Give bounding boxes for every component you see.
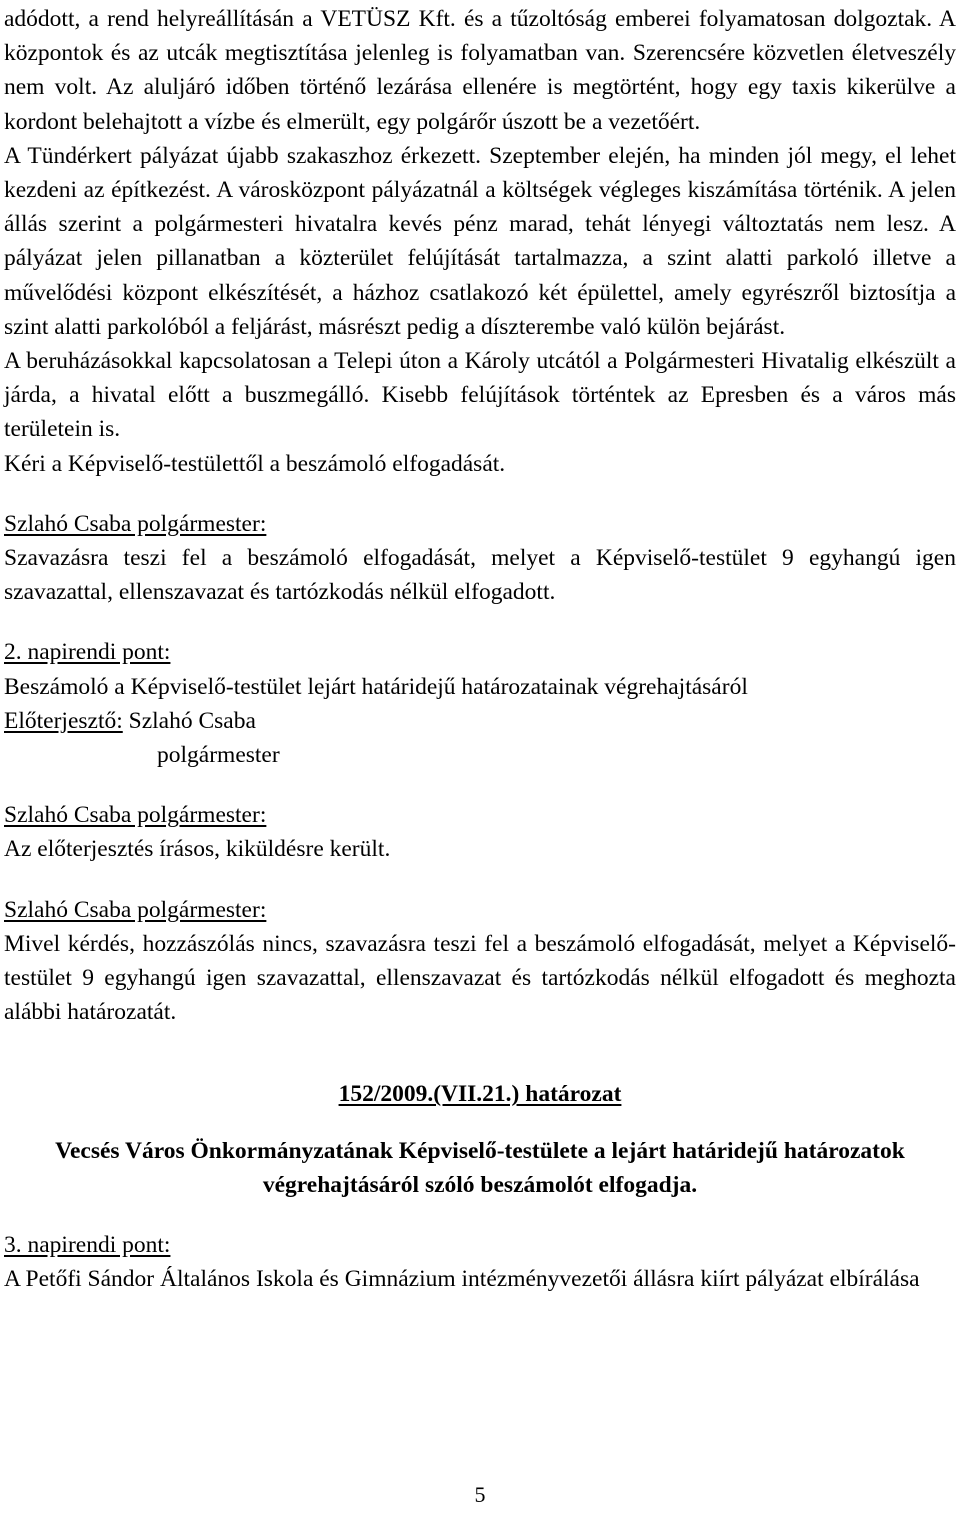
speaker-heading: Szlahó Csaba polgármester:	[4, 510, 267, 537]
resolution-number: 152/2009.(VII.21.) határozat	[338, 1081, 622, 1108]
paragraph-investments: A beruházásokkal kapcsolatosan a Telepi úton a Károly utcától a Polgármesteri Hivatalig elkészült a járda, a hivatal előtt a buszmegálló. Kisebb felújítások történtek az Epresben és a város más területein is.	[4, 348, 956, 443]
presenter-name: Szlahó Csaba	[128, 707, 256, 734]
agenda-3-title: A Petőfi Sándor Általános Iskola és Gimnázium intézményvezetői állásra kiírt pályázat elbírálása	[4, 1266, 920, 1293]
spacer	[4, 867, 956, 893]
spacer	[4, 609, 956, 635]
vote-paragraph: Szavazásra teszi fel a beszámoló elfogadását, melyet a Képviselő-testület 9 egyhangú igen szavazattal, ellenszavazat és tartózkodás nélkül elfogadott.	[4, 545, 956, 606]
paragraph-tunderkert-tender: A Tündérkert pályázat újabb szakaszhoz érkezett. Szeptember elején, ha minden jól megy, el lehet kezdeni az építkezést. A városközpont pályázatnál a költségek végleges kiszámítása történik. A jelen állás szerint a polgármesteri hivatalra kevés pénz marad, tehát lényegi változtatás nem lesz. A pályázat jelen pillanatban a közterület felújítását tartalmazza, a szint alatti parkoló illetve a művelődési központ elkészítését, a házhoz csatlakozó két épülettel, amely egyrészről biztosítja a szint alatti parkolóból a feljárást, másrészt pedig a díszterembe való külön bejárást.	[4, 142, 956, 340]
paragraph-flood-report: adódott, a rend helyreállításán a VETÜSZ Kft. és a tűzoltóság emberei folyamatosan dolgoztak. A központok és az utcák megtisztítása jelenleg is folyamatban van. Szerencsére közvetlen életveszély nem volt. Az aluljáró időben történő lezárása ellenére is megtörtént, hogy egy taxis kikerülve a kordont belehajtott a vízbe és elmerült, egy polgárőr úszott be a vezetőért.	[4, 6, 956, 135]
presenter-label: Előterjesztő:	[4, 707, 123, 734]
speaker-heading: Szlahó Csaba polgármester:	[4, 802, 267, 829]
spacer	[4, 1029, 956, 1077]
spacer	[4, 1202, 956, 1228]
resolution-text: Vecsés Város Önkormányzatának Képviselő-testülete a lejárt határidejű határozatok végrehajtásáról szóló beszámolót elfogadja.	[55, 1137, 905, 1198]
paragraph-request-approval: Kéri a Képviselő-testülettől a beszámoló elfogadását.	[4, 450, 506, 477]
agenda-2-presenter	[4, 704, 956, 738]
speech-paragraph: Mivel kérdés, hozzászólás nincs, szavazásra teszi fel a beszámoló elfogadását, melyet a Képviselő-testület 9 egyhangú igen szavazattal, ellenszavazat és tartózkodás nélkül elfogadott és meghozta alábbi határozatát.	[4, 930, 956, 1026]
page-number: 5	[474, 1482, 486, 1507]
spacer	[4, 481, 956, 507]
presenter-role: polgármester	[157, 742, 280, 769]
speaker-heading: Szlahó Csaba polgármester:	[4, 896, 267, 923]
agenda-3-heading: 3. napirendi pont:	[4, 1232, 171, 1259]
agenda-2-heading: 2. napirendi pont:	[4, 639, 171, 666]
agenda-2-title: Beszámoló a Képviselő-testület lejárt határidejű határozatainak végrehajtásáról	[4, 673, 748, 700]
spacer	[4, 772, 956, 798]
speech-paragraph: Az előterjesztés írásos, kiküldésre került.	[4, 836, 391, 863]
spacer	[4, 1112, 956, 1134]
